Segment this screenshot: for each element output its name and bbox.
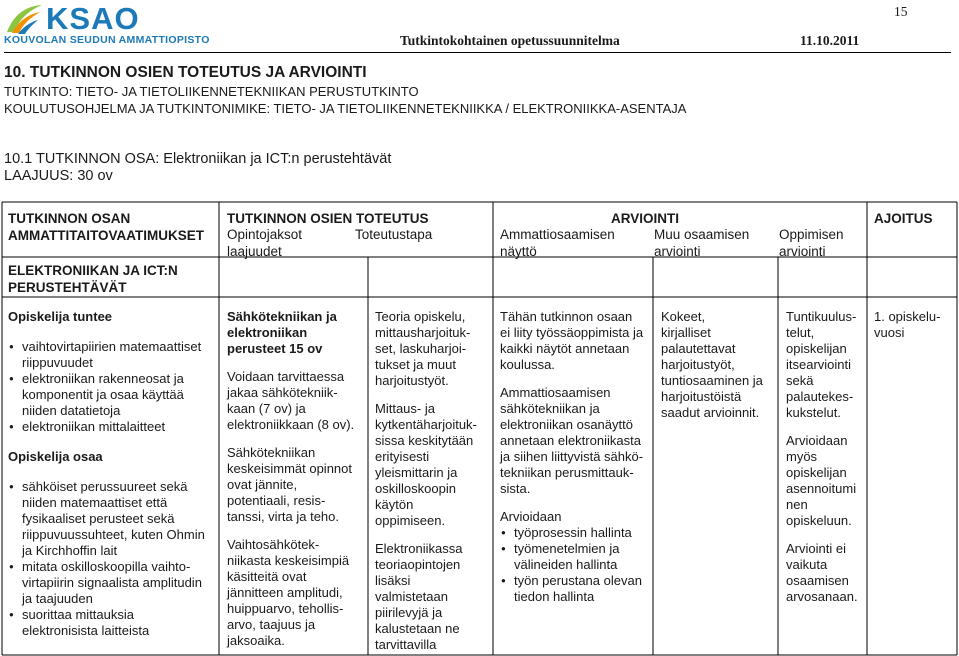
list-item: ● vaihtovirtapiirien matemaattiset riippuvuudet xyxy=(8,339,216,371)
text-line: nen xyxy=(786,497,808,512)
method-electronics xyxy=(375,541,492,653)
text-line: käytön xyxy=(375,497,414,512)
method-teaching xyxy=(375,309,492,389)
text-line: lisäksi xyxy=(375,573,411,588)
text-line: osaamisen xyxy=(786,573,849,588)
text-line: niikasta keskeisimpiä xyxy=(227,553,350,568)
text-line: Kokeet, xyxy=(661,309,706,324)
text-line: sekä xyxy=(786,373,814,388)
col-naytto-header: Ammattiosaamisen näyttö xyxy=(500,227,615,259)
text-line: jaksoaika. xyxy=(227,633,285,648)
logo-subtitle: KOUVOLAN SEUDUN AMMATTIOPISTO xyxy=(4,34,210,46)
subsection-heading: 10.1 TUTKINNON OSA: Elektroniikan ja ICT:n perustehtävät xyxy=(4,151,392,167)
text-line: tarvittavilla xyxy=(375,637,437,652)
text-line: kaan (7 ov) ja xyxy=(227,401,306,416)
demo-location-note xyxy=(500,309,652,373)
text-line: erityisesti xyxy=(375,449,430,464)
text-line: 1. opiskelu- xyxy=(874,309,941,324)
text-line: käsitteitä ovat xyxy=(227,569,307,584)
text-line: Ammattiosaamisen xyxy=(500,385,611,400)
text-line: saadut arvioinnit. xyxy=(661,405,760,420)
text-line: mittausharjoituk- xyxy=(375,325,471,340)
text-line: ei liity työssäoppimista ja xyxy=(500,325,644,340)
learning-grade-note xyxy=(786,541,866,605)
text-line: palautekes- xyxy=(786,389,854,404)
logo-swoosh-icon xyxy=(4,2,44,36)
implementation-table xyxy=(0,200,959,656)
text-line: arvo, taajuus ja xyxy=(227,617,316,632)
text-line: elektroniikkaan (8 ov). xyxy=(227,417,355,432)
course-cell xyxy=(227,309,367,649)
text-line: elektroniikan xyxy=(227,325,308,340)
text-line: Mittaus- ja xyxy=(375,401,435,416)
timing-cell xyxy=(874,309,956,341)
col-requirements-header: TUTKINNON OSAN AMMATTITAITOVAATIMUKSET xyxy=(8,211,204,243)
text-line: opiskelijan xyxy=(786,341,847,356)
list-item: ● sähköiset perussuureet sekä niiden matemaattiset että fysikaaliset perusteet sekä riippuvuussuhteet, kuten Ohmin ja Kirchhoffin lait xyxy=(8,479,216,559)
other-assessment-cell xyxy=(661,309,777,421)
text-line: Sähkötekniikan ja xyxy=(227,309,337,324)
text-line: tanssi, virta ja teho. xyxy=(227,509,339,524)
text-line: set, laskuharjoi- xyxy=(375,341,467,356)
course-split-note xyxy=(227,369,367,433)
text-line: oskilloskoopin xyxy=(375,481,456,496)
text-line: yleismittarin ja xyxy=(375,465,458,480)
list-item: ● suorittaa mittauksia elektronisista laitteista xyxy=(8,607,216,639)
text-line: perusteet 15 ov xyxy=(227,341,323,356)
text-line: vaikuta xyxy=(786,557,828,572)
document-title: Tutkintokohtainen opetussuunnitelma xyxy=(400,33,620,48)
text-line: keskeisimmät opinnot xyxy=(227,461,352,476)
text-line: sissa keskitytään xyxy=(375,433,474,448)
text-line: vuosi xyxy=(874,325,905,340)
list-item: ● työmenetelmien ja välineiden hallinta xyxy=(500,541,652,573)
text-line: koulussa. xyxy=(500,357,555,372)
text-line: piirilevyjä ja xyxy=(375,605,443,620)
degree-line: TUTKINTO: TIETO- JA TIETOLIIKENNETEKNIIKAN PERUSTUTKINTO xyxy=(4,84,419,99)
text-line: jakaa sähkötekniik- xyxy=(227,385,338,400)
list-item: ● työprosessin hallinta xyxy=(500,525,652,541)
competence-area-label: ELEKTRONIIKAN JA ICT:N PERUSTEHTÄVÄT xyxy=(8,263,178,295)
text-line: kytkentäharjoituk- xyxy=(375,417,477,432)
text-line: elektroniikan osanäyttö xyxy=(500,417,633,432)
text-line: opiskelijan xyxy=(786,465,847,480)
text-line: kirjalliset xyxy=(661,325,711,340)
course-title xyxy=(227,309,367,357)
knows-list xyxy=(8,339,216,435)
method-cell xyxy=(375,309,492,653)
text-line: potentiaali, resis- xyxy=(227,493,326,508)
col-timing-header: AJOITUS xyxy=(874,211,933,226)
page-number: 15 xyxy=(894,4,908,19)
text-line: Teoria opiskelu, xyxy=(375,309,466,324)
learning-methods xyxy=(786,309,866,421)
text-line: opiskeluun. xyxy=(786,513,852,528)
logo-text: KSAO xyxy=(46,1,140,36)
text-line: tuntiosaaminen ja xyxy=(661,373,763,388)
programme-line: KOULUTUSOHJELMA JA TUTKINTONIMIKE: TIETO- JA TIETOLIIKENNETEKNIIKKA / ELEKTRONIIKKA-ASENTAJA xyxy=(4,101,687,116)
assessed-list xyxy=(500,525,652,605)
ac-topics xyxy=(227,537,367,649)
section-heading: 10. TUTKINNON OSIEN TOTEUTUS JA ARVIOINTI xyxy=(4,64,367,81)
text-line: asennoitumi xyxy=(786,481,857,496)
text-line: Elektroniikassa xyxy=(375,541,463,556)
text-line: tukset ja muut xyxy=(375,357,456,372)
text-line: Tähän tutkinnon osaan xyxy=(500,309,633,324)
text-line: harjoitustyöt, xyxy=(661,357,735,372)
text-line: ovat jännite, xyxy=(227,477,298,492)
text-line: annetaan elektroniikasta xyxy=(500,433,641,448)
col-assessment-header: ARVIOINTI xyxy=(611,211,680,226)
text-line: Tuntikuulus- xyxy=(786,309,857,324)
col-opintojaksot-header: Opintojaksot laajuudet xyxy=(227,227,303,259)
text-line: kukstelut. xyxy=(786,405,841,420)
requirements-cell xyxy=(8,309,216,639)
list-item: ● työn perustana olevan tiedon hallinta xyxy=(500,573,652,605)
text-line: Arvioidaan xyxy=(786,433,848,448)
text-line: kaikki näytöt annetaan xyxy=(500,341,630,356)
assessed-label: Arvioidaan xyxy=(500,509,562,524)
col-implementation-header: TUTKINNON OSIEN TOTEUTUS xyxy=(227,211,429,226)
header-divider xyxy=(4,52,951,53)
text-line: telut, xyxy=(786,325,815,340)
text-line: harjoitustöistä xyxy=(661,389,742,404)
text-line: myös xyxy=(786,449,818,464)
electrical-topics xyxy=(227,445,367,525)
text-line: itsearviointi xyxy=(786,357,852,372)
learning-attitude xyxy=(786,433,866,529)
intro-can: Opiskelija osaa xyxy=(8,449,103,464)
demonstration-cell xyxy=(500,309,652,605)
text-line: palautettavat xyxy=(661,341,736,356)
text-line: Arviointi ei xyxy=(786,541,846,556)
scope-line: LAAJUUS: 30 ov xyxy=(4,168,113,184)
document-date: 11.10.2011 xyxy=(800,33,860,48)
text-line: oppimiseen. xyxy=(375,513,446,528)
text-line: Voidaan tarvittaessa xyxy=(227,369,345,384)
intro-knows: Opiskelija tuntee xyxy=(8,309,113,324)
text-line: huippuarvo, tehollis- xyxy=(227,601,344,616)
list-item: ● elektroniikan mittalaitteet xyxy=(8,419,216,435)
text-line: Vaihtosähkötek- xyxy=(227,537,320,552)
can-list xyxy=(8,479,216,639)
col-toteutustapa-header: Toteutustapa xyxy=(355,227,433,242)
list-item: ● elektroniikan rakenneosat ja komponentit ja osaa käyttää niiden datatietoja xyxy=(8,371,216,419)
text-line: jännitteen amplitudi, xyxy=(227,585,343,600)
list-item: ● mitata oskilloskoopilla vaihto- virtapiirin signaalista amplitudin ja taajuuden xyxy=(8,559,216,607)
demo-description xyxy=(500,385,652,497)
text-line: ja siihen liittyvistä sähkö- xyxy=(500,449,644,464)
text-line: sista. xyxy=(500,481,531,496)
text-line: Sähkötekniikan xyxy=(227,445,316,460)
text-line: harjoitustyöt. xyxy=(375,373,449,388)
text-line: arvosanaan. xyxy=(786,589,858,604)
method-measurement xyxy=(375,401,492,529)
col-muu-header: Muu osaamisen arviointi xyxy=(654,227,750,259)
text-line: teoriaopintojen xyxy=(375,557,461,572)
text-line: kalustetaan ne xyxy=(375,621,460,636)
ksao-logo xyxy=(0,0,225,48)
col-oppimisen-header: Oppimisen arviointi xyxy=(779,227,844,259)
text-line: sähkötekniikan ja xyxy=(500,401,600,416)
text-line: valmistetaan xyxy=(375,589,448,604)
learning-assessment-cell xyxy=(786,309,866,605)
text-line: tekniikan perusmittauk- xyxy=(500,465,634,480)
